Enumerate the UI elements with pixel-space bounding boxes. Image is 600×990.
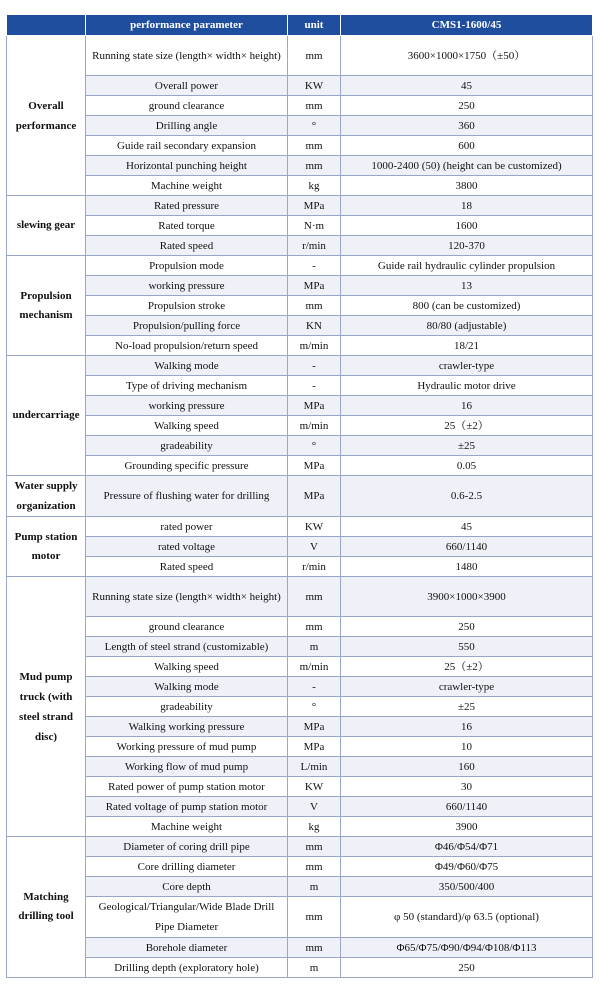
parameter-cell: Rated voltage of pump station motor [86, 797, 288, 817]
value-cell: 250 [341, 617, 593, 637]
unit-cell: mm [288, 36, 341, 76]
category-cell: Water supply organization [7, 476, 86, 517]
table-row [7, 316, 593, 336]
unit-cell: KW [288, 76, 341, 96]
parameter-cell: Pressure of flushing water for drilling [86, 476, 288, 517]
unit-cell: mm [288, 156, 341, 176]
parameter-cell: Walking mode [86, 677, 288, 697]
table-row [7, 517, 593, 537]
value-cell: Hydraulic motor drive [341, 376, 593, 396]
unit-cell: m [288, 877, 341, 897]
table-row [7, 356, 593, 376]
parameter-cell: Grounding specific pressure [86, 456, 288, 476]
unit-cell: L/min [288, 757, 341, 777]
table-row [7, 777, 593, 797]
unit-cell: mm [288, 938, 341, 958]
value-cell: ±25 [341, 436, 593, 456]
table-row [7, 617, 593, 637]
unit-cell: mm [288, 296, 341, 316]
table-row [7, 697, 593, 717]
category-cell: Pump station motor [7, 517, 86, 577]
parameter-cell: Borehole diameter [86, 938, 288, 958]
unit-cell: MPa [288, 396, 341, 416]
unit-cell: mm [288, 136, 341, 156]
table-row [7, 657, 593, 677]
parameter-cell: Length of steel strand (customizable) [86, 637, 288, 657]
unit-cell: mm [288, 617, 341, 637]
parameter-cell: Rated torque [86, 216, 288, 236]
value-cell: 25（±2） [341, 657, 593, 677]
value-cell: 30 [341, 777, 593, 797]
value-cell: 120-370 [341, 236, 593, 256]
table-row [7, 36, 593, 76]
parameter-cell: Horizontal punching height [86, 156, 288, 176]
table-row [7, 557, 593, 577]
parameter-cell: Walking speed [86, 657, 288, 677]
unit-cell: ° [288, 436, 341, 456]
unit-cell: V [288, 537, 341, 557]
table-row [7, 156, 593, 176]
parameter-cell: Rated speed [86, 236, 288, 256]
parameter-cell: Core drilling diameter [86, 857, 288, 877]
value-cell: 18 [341, 196, 593, 216]
value-cell: crawler-type [341, 356, 593, 376]
category-cell: undercarriage [7, 356, 86, 476]
unit-cell: MPa [288, 737, 341, 757]
value-cell: 45 [341, 517, 593, 537]
header-unit: unit [288, 15, 341, 36]
parameter-cell: ground clearance [86, 96, 288, 116]
table-row [7, 96, 593, 116]
table-row [7, 76, 593, 96]
table-row [7, 757, 593, 777]
value-cell: 1000-2400 (50) (height can be customized) [341, 156, 593, 176]
parameter-cell: gradeability [86, 436, 288, 456]
unit-cell: mm [288, 837, 341, 857]
value-cell: 18/21 [341, 336, 593, 356]
value-cell: 250 [341, 96, 593, 116]
category-cell: slewing gear [7, 196, 86, 256]
value-cell: 660/1140 [341, 797, 593, 817]
parameter-cell: Propulsion/pulling force [86, 316, 288, 336]
unit-cell: ° [288, 116, 341, 136]
header-category [7, 15, 86, 36]
table-row [7, 817, 593, 837]
value-cell: Φ49/Φ60/Φ75 [341, 857, 593, 877]
unit-cell: - [288, 376, 341, 396]
table-row [7, 857, 593, 877]
parameter-cell: Machine weight [86, 817, 288, 837]
category-cell: Matching drilling tool [7, 837, 86, 978]
unit-cell: mm [288, 96, 341, 116]
parameter-cell: working pressure [86, 396, 288, 416]
table-row [7, 577, 593, 617]
unit-cell: N·m [288, 216, 341, 236]
unit-cell: kg [288, 176, 341, 196]
unit-cell: MPa [288, 717, 341, 737]
unit-cell: mm [288, 857, 341, 877]
table-row [7, 116, 593, 136]
value-cell: 3900×1000×3900 [341, 577, 593, 617]
parameter-cell: Type of driving mechanism [86, 376, 288, 396]
table-row [7, 336, 593, 356]
parameter-cell: Machine weight [86, 176, 288, 196]
parameter-cell: Drilling angle [86, 116, 288, 136]
value-cell: 25（±2） [341, 416, 593, 436]
unit-cell: MPa [288, 476, 341, 517]
parameter-cell: Walking mode [86, 356, 288, 376]
unit-cell: MPa [288, 276, 341, 296]
table-row [7, 276, 593, 296]
table-row [7, 637, 593, 657]
unit-cell: m [288, 637, 341, 657]
unit-cell: m/min [288, 657, 341, 677]
table-row [7, 376, 593, 396]
unit-cell: MPa [288, 456, 341, 476]
unit-cell: r/min [288, 236, 341, 256]
value-cell: 0.6-2.5 [341, 476, 593, 517]
parameter-cell: Running state size (length× width× height) [86, 577, 288, 617]
table-row [7, 136, 593, 156]
table-row [7, 236, 593, 256]
unit-cell: mm [288, 897, 341, 938]
unit-cell: kg [288, 817, 341, 837]
parameter-cell: gradeability [86, 697, 288, 717]
value-cell: 660/1140 [341, 537, 593, 557]
unit-cell: - [288, 677, 341, 697]
table-row [7, 396, 593, 416]
value-cell: 80/80 (adjustable) [341, 316, 593, 336]
value-cell: 3600×1000×1750（±50） [341, 36, 593, 76]
value-cell: 800 (can be customized) [341, 296, 593, 316]
table-row [7, 296, 593, 316]
value-cell: 600 [341, 136, 593, 156]
parameter-cell: No-load propulsion/return speed [86, 336, 288, 356]
parameter-cell: rated power [86, 517, 288, 537]
unit-cell: m/min [288, 336, 341, 356]
value-cell: ±25 [341, 697, 593, 717]
parameter-cell: Drilling depth (exploratory hole) [86, 958, 288, 978]
value-cell: 350/500/400 [341, 877, 593, 897]
parameter-cell: rated voltage [86, 537, 288, 557]
table-row [7, 837, 593, 857]
value-cell: 0.05 [341, 456, 593, 476]
unit-cell: ° [288, 697, 341, 717]
value-cell: 250 [341, 958, 593, 978]
table-row [7, 537, 593, 557]
table-row [7, 938, 593, 958]
table-row [7, 176, 593, 196]
value-cell: 3900 [341, 817, 593, 837]
unit-cell: mm [288, 577, 341, 617]
value-cell: 16 [341, 396, 593, 416]
unit-cell: m/min [288, 416, 341, 436]
parameter-cell: working pressure [86, 276, 288, 296]
parameter-cell: Rated speed [86, 557, 288, 577]
table-body [7, 36, 593, 978]
table-row [7, 877, 593, 897]
value-cell: 3800 [341, 176, 593, 196]
parameter-cell: Rated power of pump station motor [86, 777, 288, 797]
header-parameter: performance parameter [86, 15, 288, 36]
value-cell: 550 [341, 637, 593, 657]
value-cell: 13 [341, 276, 593, 296]
value-cell: φ 50 (standard)/φ 63.5 (optional) [341, 897, 593, 938]
parameter-cell: Diameter of coring drill pipe [86, 837, 288, 857]
parameter-cell: Overall power [86, 76, 288, 96]
table-row [7, 416, 593, 436]
table-row [7, 436, 593, 456]
parameter-cell: Propulsion stroke [86, 296, 288, 316]
parameter-cell: Walking speed [86, 416, 288, 436]
value-cell: Φ46/Φ54/Φ71 [341, 837, 593, 857]
category-cell: Propulsion mechanism [7, 256, 86, 356]
value-cell: 1480 [341, 557, 593, 577]
value-cell: 45 [341, 76, 593, 96]
category-cell: Mud pump truck (with steel strand disc) [7, 577, 86, 837]
parameter-cell: Guide rail secondary expansion [86, 136, 288, 156]
unit-cell: MPa [288, 196, 341, 216]
table-row [7, 797, 593, 817]
specification-table [6, 14, 593, 978]
table-row [7, 216, 593, 236]
table-row [7, 476, 593, 517]
unit-cell: KW [288, 777, 341, 797]
unit-cell: KW [288, 517, 341, 537]
value-cell: 1600 [341, 216, 593, 236]
table-row [7, 737, 593, 757]
parameter-cell: Rated pressure [86, 196, 288, 216]
table-row [7, 958, 593, 978]
table-row [7, 677, 593, 697]
parameter-cell: Running state size (length× width× height) [86, 36, 288, 76]
table-row [7, 196, 593, 216]
value-cell: Φ65/Φ75/Φ90/Φ94/Φ108/Φ113 [341, 938, 593, 958]
table-row [7, 717, 593, 737]
value-cell: 10 [341, 737, 593, 757]
table-row [7, 256, 593, 276]
value-cell: Guide rail hydraulic cylinder propulsion [341, 256, 593, 276]
parameter-cell: Propulsion mode [86, 256, 288, 276]
table-header-row [7, 15, 593, 36]
table-row [7, 897, 593, 938]
parameter-cell: Working pressure of mud pump [86, 737, 288, 757]
unit-cell: - [288, 256, 341, 276]
unit-cell: - [288, 356, 341, 376]
category-cell: Overall performance [7, 36, 86, 196]
table-row [7, 456, 593, 476]
value-cell: 16 [341, 717, 593, 737]
parameter-cell: Core depth [86, 877, 288, 897]
value-cell: crawler-type [341, 677, 593, 697]
parameter-cell: ground clearance [86, 617, 288, 637]
parameter-cell: Working flow of mud pump [86, 757, 288, 777]
unit-cell: V [288, 797, 341, 817]
unit-cell: r/min [288, 557, 341, 577]
value-cell: 160 [341, 757, 593, 777]
unit-cell: KN [288, 316, 341, 336]
unit-cell: m [288, 958, 341, 978]
value-cell: 360 [341, 116, 593, 136]
header-model: CMS1-1600/45 [341, 15, 593, 36]
parameter-cell: Geological/Triangular/Wide Blade Drill Pipe Diameter [86, 897, 288, 938]
parameter-cell: Walking working pressure [86, 717, 288, 737]
